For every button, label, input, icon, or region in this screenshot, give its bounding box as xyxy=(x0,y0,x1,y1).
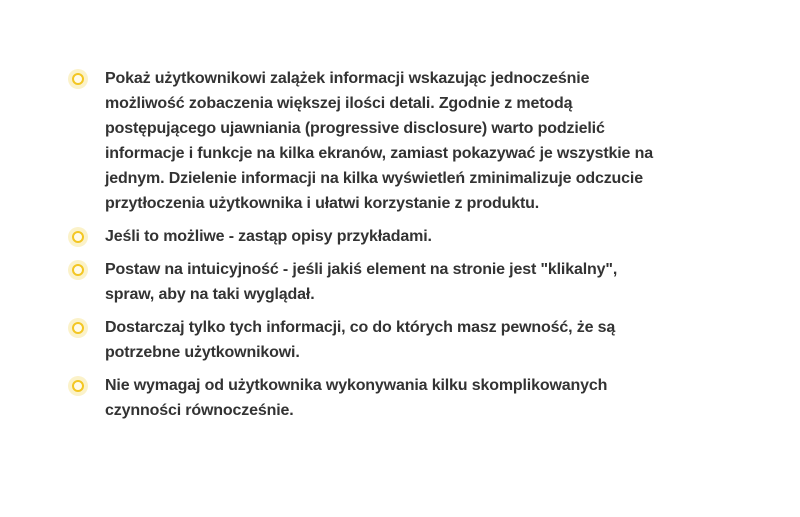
list-item xyxy=(68,373,668,423)
list-item xyxy=(68,315,668,365)
list-item-text: Nie wymagaj od użytkownika wykonywania kilku skomplikowanych czynności równocześnie. xyxy=(105,377,608,419)
circle-bullet-icon xyxy=(68,260,88,280)
list-item-text: Jeśli to możliwe - zastąp opisy przykładami. xyxy=(105,228,432,245)
list-item xyxy=(68,66,668,216)
circle-bullet-icon xyxy=(68,376,88,396)
list-item-text: Pokaż użytkownikowi zalążek informacji wskazując jednocześnie możliwość zobaczenia większej ilości detali. Zgodnie z metodą postępującego ujawniania (progressive disclosure) warto podzielić informacje i funkcje na kilka ekranów, zamiast pokazywać je wszystkie na jednym. Dzielenie informacji na kilka wyświetleń zminimalizuje odczucie przytłoczenia użytkownika i ułatwi korzystanie z produktu. xyxy=(105,70,653,212)
list-item-text: Postaw na intuicyjność - jeśli jakiś element na stronie jest "klikalny", spraw, aby na taki wyglądał. xyxy=(105,261,618,303)
list-item xyxy=(68,257,668,307)
list-item xyxy=(68,224,668,249)
circle-bullet-icon xyxy=(68,69,88,89)
circle-bullet-icon xyxy=(68,318,88,338)
list-item-text: Dostarczaj tylko tych informacji, co do których masz pewność, że są potrzebne użytkownikowi. xyxy=(105,319,616,361)
guidelines-list xyxy=(68,66,668,431)
circle-bullet-icon xyxy=(68,227,88,247)
